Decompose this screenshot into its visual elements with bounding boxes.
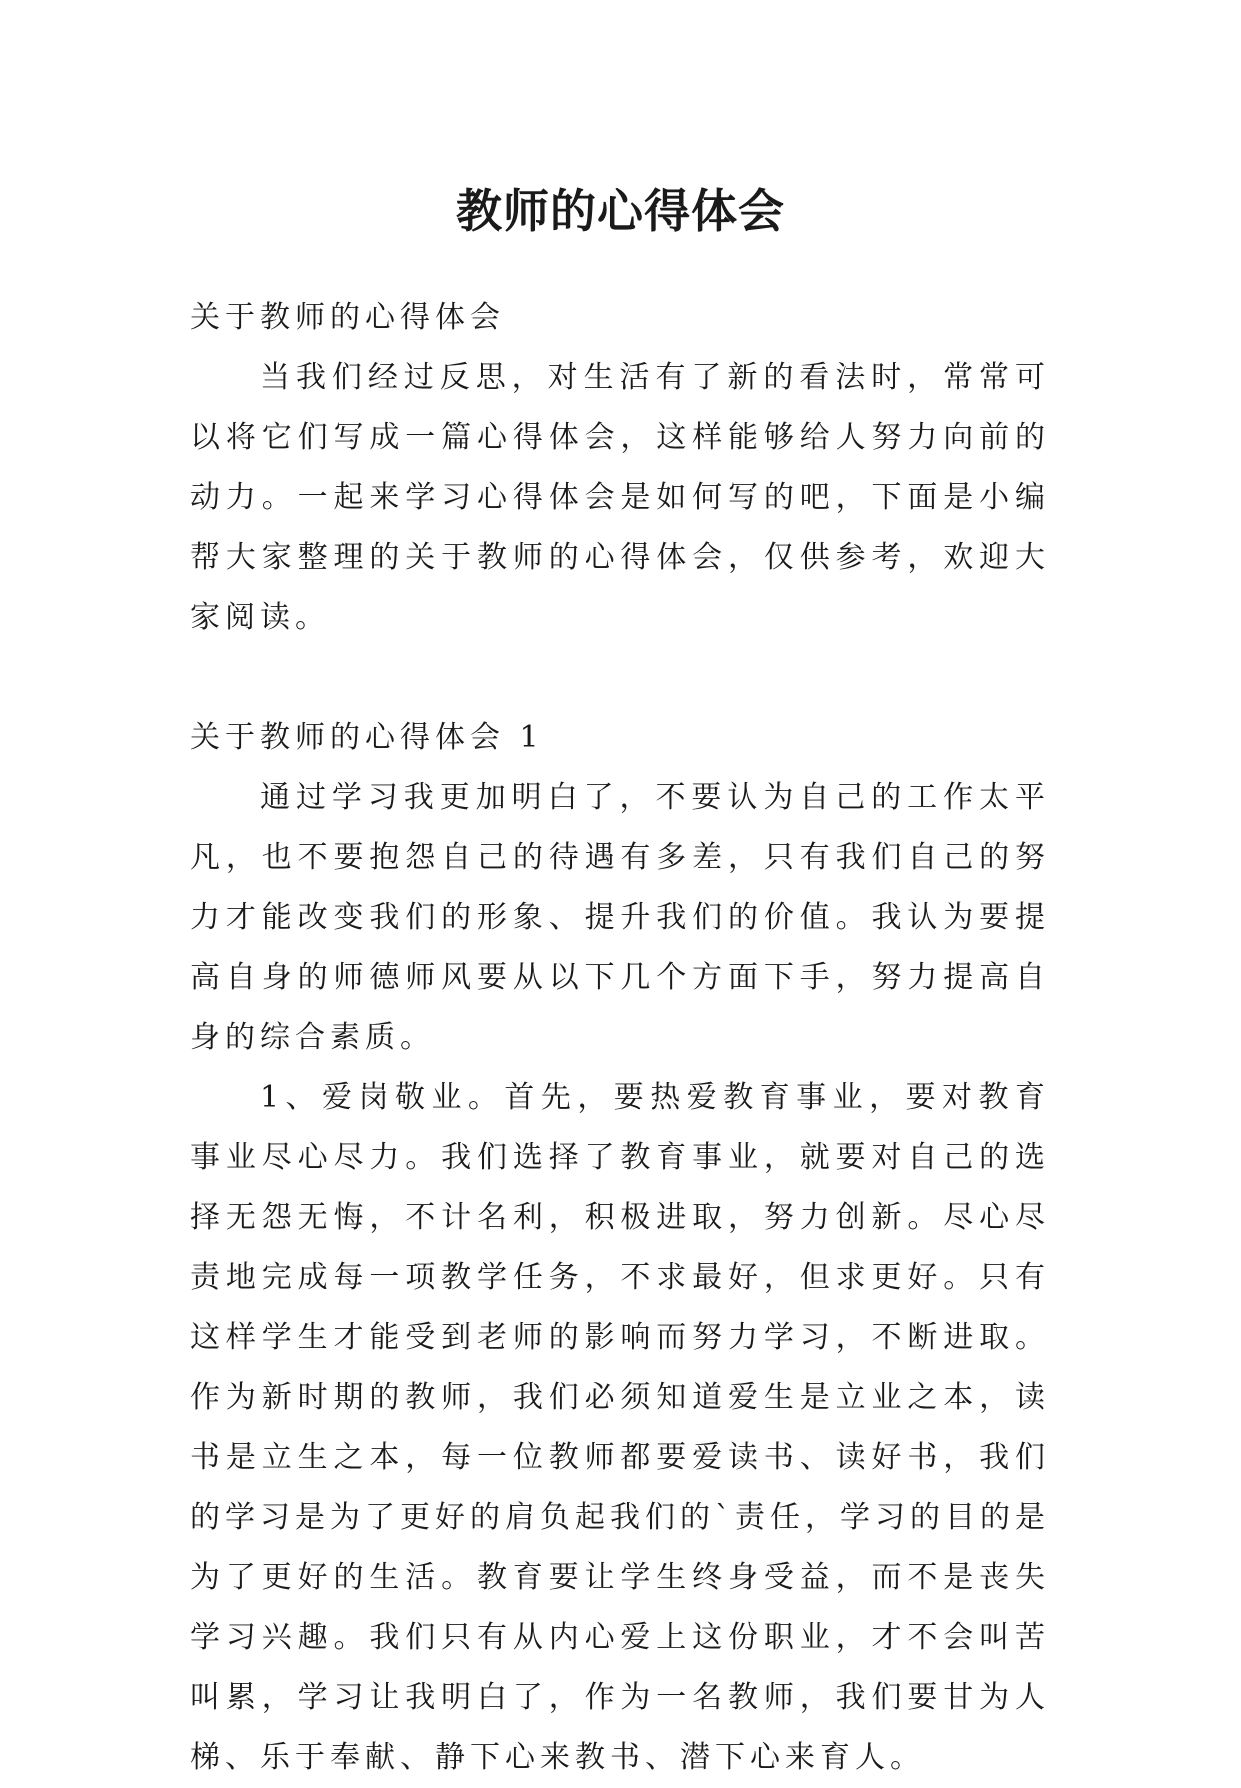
section-spacer	[190, 648, 1050, 708]
intro-paragraph: 当我们经过反思，对生活有了新的看法时，常常可以将它们写成一篇心得体会，这样能够给人努力向前的动力。一起来学习心得体会是如何写的吧，下面是小编帮大家整理的关于教师的心得体会，仅供参考，欢迎大家阅读。	[190, 360, 1050, 635]
section-1-paragraph-2: 1、爱岗敬业。首先，要热爱教育事业，要对教育事业尽心尽力。我们选择了教育事业，就要对自己的选择无怨无悔，不计名利，积极进取，努力创新。尽心尽责地完成每一项教学任务，不求最好，但求更好。只有这样学生才能受到老师的影响而努力学习，不断进取。作为新时期的教师，我们必须知道爱生是立业之本，读书是立生之本，每一位教师都要爱读书、读好书，我们的学习是为了更好的肩负起我们的`责任，学习的目的是为了更好的生活。教育要让学生终身受益，而不是丧失学习兴趣。我们只有从内心爱上这份职业，才不会叫苦叫累，学习让我明白了，作为一名教师，我们要甘为人梯、乐于奉献、静下心来教书、潜下心来育人。	[190, 1080, 1050, 1775]
section-1-paragraph-1: 通过学习我更加明白了，不要认为自己的工作太平凡，也不要抱怨自己的待遇有多差，只有我们自己的努力才能改变我们的形象、提升我们的价值。我认为要提高自身的师德师风要从以下几个方面下手，努力提高自身的综合素质。	[190, 780, 1050, 1055]
document-body	[190, 288, 1050, 1788]
section-1-heading: 关于教师的心得体会 1	[190, 720, 544, 755]
intro-heading: 关于教师的心得体会	[190, 300, 505, 335]
document-title: 教师的心得体会	[456, 183, 785, 238]
